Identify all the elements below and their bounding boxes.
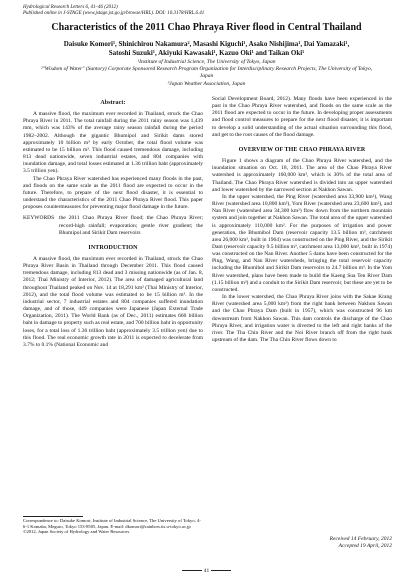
page-number-dash-right [211,570,231,571]
introduction-paragraph-1: A massive flood, the maximum ever recorded in Thailand, struck the Chao Phraya River Basin in Thailand through December 2011. This flood caused tremendous damage, including 813 dead and 3 missing nationwide (as of Jan. 8, 2012; Thai Ministry of Interior, 2012). The area of damaged agricultural land throughout Thailand peaked on Nov. 14 at 18,291 km² (Thai Ministry of Interior, 2012), and the total flood volume was estimated to be 15 billion m³. In the industrial sector, 7 industrial estates and 804 companies suffered inundation damage, and of those, 449 companies were Japanese (Japan External Trade Organization, 2011). The World Bank (as of Dec., 2011) estimates 660 billion baht in damage to property such as real estate, and 700 billion baht in opportunity loses, for a total loss of 1.36 trillion baht (approximately 3.5 trillion yen) due to this flood. The real economic growth rate in 2011 is expected to decelerate from 3.7% to 0.1% (National Economic and [23,255,203,348]
affiliation-2: ²"Wisdom of Water" (Suntory) Corporate Sponsored Research Program Organization for Interdisciplinary Research Projects, The University of Tokyo, Japan [40,66,373,80]
accepted-date: Accepted 19 April, 2012 [338,543,392,550]
author-line-1: Daisuke Komori¹, Shinichirou Nakamura², Masashi Kiguchi¹, Asako Nishijima¹, Dai Yamazaki¹, [63,40,350,48]
intro-continuation: Social Development Board, 2012). Many floods have been experienced in the past in the Chao Phraya River watershed, and floods on the same scale as the 2011 flood are expected to occur in the future. In developing proper assessments and flood control measures to prepare for the next flood disaster, it is important to develop a solid understanding of the actual situation surrounding this flood, and get to the root causes of the flood damage. [212,96,392,138]
abstract-paragraph-2: The Chao Phraya River watershed has experienced many floods in the past, and floods on the same scale as the 2011 flood are expected to occur in the future. Therefore, to prepare of the next flood disaster, it is essential to understand the characteristics of the 2011 Chao Phraya River flood. This paper proposes countermeasures for preventing major flood damage in the future. [23,175,203,211]
page-number-text: 41 [203,568,210,574]
received-dates [212,536,392,550]
page-number [0,568,413,574]
keywords-label: KEYWORDS [23,215,55,222]
journal-header [23,5,204,17]
affiliation-1: ¹Institute of Industrial Science, The University of Tokyo, Japan [137,59,276,65]
introduction-heading: INTRODUCTION [88,244,138,251]
correspondence-footnote: Correspondence to: Daisuke Komori, Institute of Industrial Science, The University of Tokyo, 4-6-1 Komaba, Meguro, Tokyo 153-8505, Japan. E-mail: dkomori@rainbow.iis.u-tokyo.ac.jp ©2012, Japan Society of Hydrology and Water Resources. [23,518,201,535]
received-date: Received 14 February, 2012 [329,536,392,542]
overview-paragraph-1: Figure 1 shows a diagram of the Chao Phraya River watershed, and the inundation situation on Oct. 18, 2011. The area of the Chao Phraya River watershed is approximately 160,000 km², which is 30% of the total area of Thailand. The Chao Phraya River watershed is divided into an upper watershed and lower watershed by the narrowed section at Nakhon Sawan. [212,158,392,193]
page-number-dash-left [182,570,202,571]
affiliations [40,59,373,88]
left-column [23,96,203,349]
keywords-block [23,215,203,236]
keywords-text: the 2011 Chao Phraya River flood; the Chao Phraya River; record-high rainfall; evaporation; gentle river gradient; the Bhumipol and Sirikit Dam reservoirs [59,215,203,236]
overview-heading: OVERVIEW OF THE CHAO PHRAYA RIVER [238,146,366,153]
abstract-paragraph-1: A massive flood, the maximum ever recorded in Thailand, struck the Chao Phraya River in 2011. The total rainfall during the 2011 rainy season was 1,439 mm, which was 143% of the average rainy season rainfall during the period 1982–2002. Although the gigantic Bhumipol and Sirikit dams stored approximately 10 billion m³ by early October, the total flood volume was estimated to be 15 billion m³. This flood caused tremendous damage, including 813 dead nationwide, seven industrial estates, and 804 companies with inundation damage, and total losses estimated at 1.36 trillion baht (approximately 3.5 trillion yen). [23,111,203,175]
overview-paragraph-2: In the upper watershed, the Ping River (watershed area 33,900 km²), Wang River (watershed area 10,800 km²), Yom River (watershed area 23,600 km²), and Nan River (watershed area 34,300 km²) flow down from the northern mountain system and join together at Nakhon Sawan. The total area of the upper watershed is approximately 110,000 km². For the purposes of irrigation and power generation, the Bhumibol Dam (reservoir capacity 13.5 billion m³, catchment area 26,000 km², built in 1964) was constructed on the Ping River, and the Sirikit Dam (reservoir capacity 9.5 billion m³, catchment area 13,000 km², built in 1974) was constructed on the Nan River. Another 5 dams have been constructed for the Ping, Wang, and Nan River watersheds, bringing the total reservoir capacity including the Bhumibol and Sirikit Dam reservoirs to 24.7 billion m³. In the Yom River watershed, plans have been made to build the Kaeng Sua Ten River Dam (1.15 billion m³) and a conduit to the Sirikit Dam reservoir, but these are yet to be constructed. [212,193,392,293]
overview-paragraph-3: In the lower watershed, the Chao Phraya River joins with the Sakae Krang River (watershed area 5,000 km²) from the right bank between Nakhon Sawan and the Chao Phraya Dam (built in 1957), which was constructed 96 km downstream from Nakhon Sawan. This dam controls the discharge of the Chao Phraya River, and irrigation water is diverted to the left and right banks of the river. The Tha Chin River and the Noi River branch off from the right bank upstream of the dam. The Tha Chin River flows down to [212,294,392,343]
abstract-heading: Abstract: [100,100,126,106]
right-column [212,96,392,344]
author-list [20,40,393,57]
journal-doi-line: Published online in J-STAGE (www.jstage.jst.go.jp/browse/HRL). DOI: 10.3178/HRL.6.41 [23,11,205,17]
footnote-rule [23,516,83,517]
author-line-2: Satoshi Suzuki¹, Akiyuki Kawasaki¹, Kazuo Oki¹ and Taikan Oki¹ [108,48,305,57]
affiliation-3: ³Japan Weather Association, Japan [167,80,246,87]
journal-citation: Hydrological Research Letters 6, 41–46 (2012) [23,5,118,10]
paper-title: Characteristics of the 2011 Chao Phraya River flood in Central Thailand [51,22,362,33]
